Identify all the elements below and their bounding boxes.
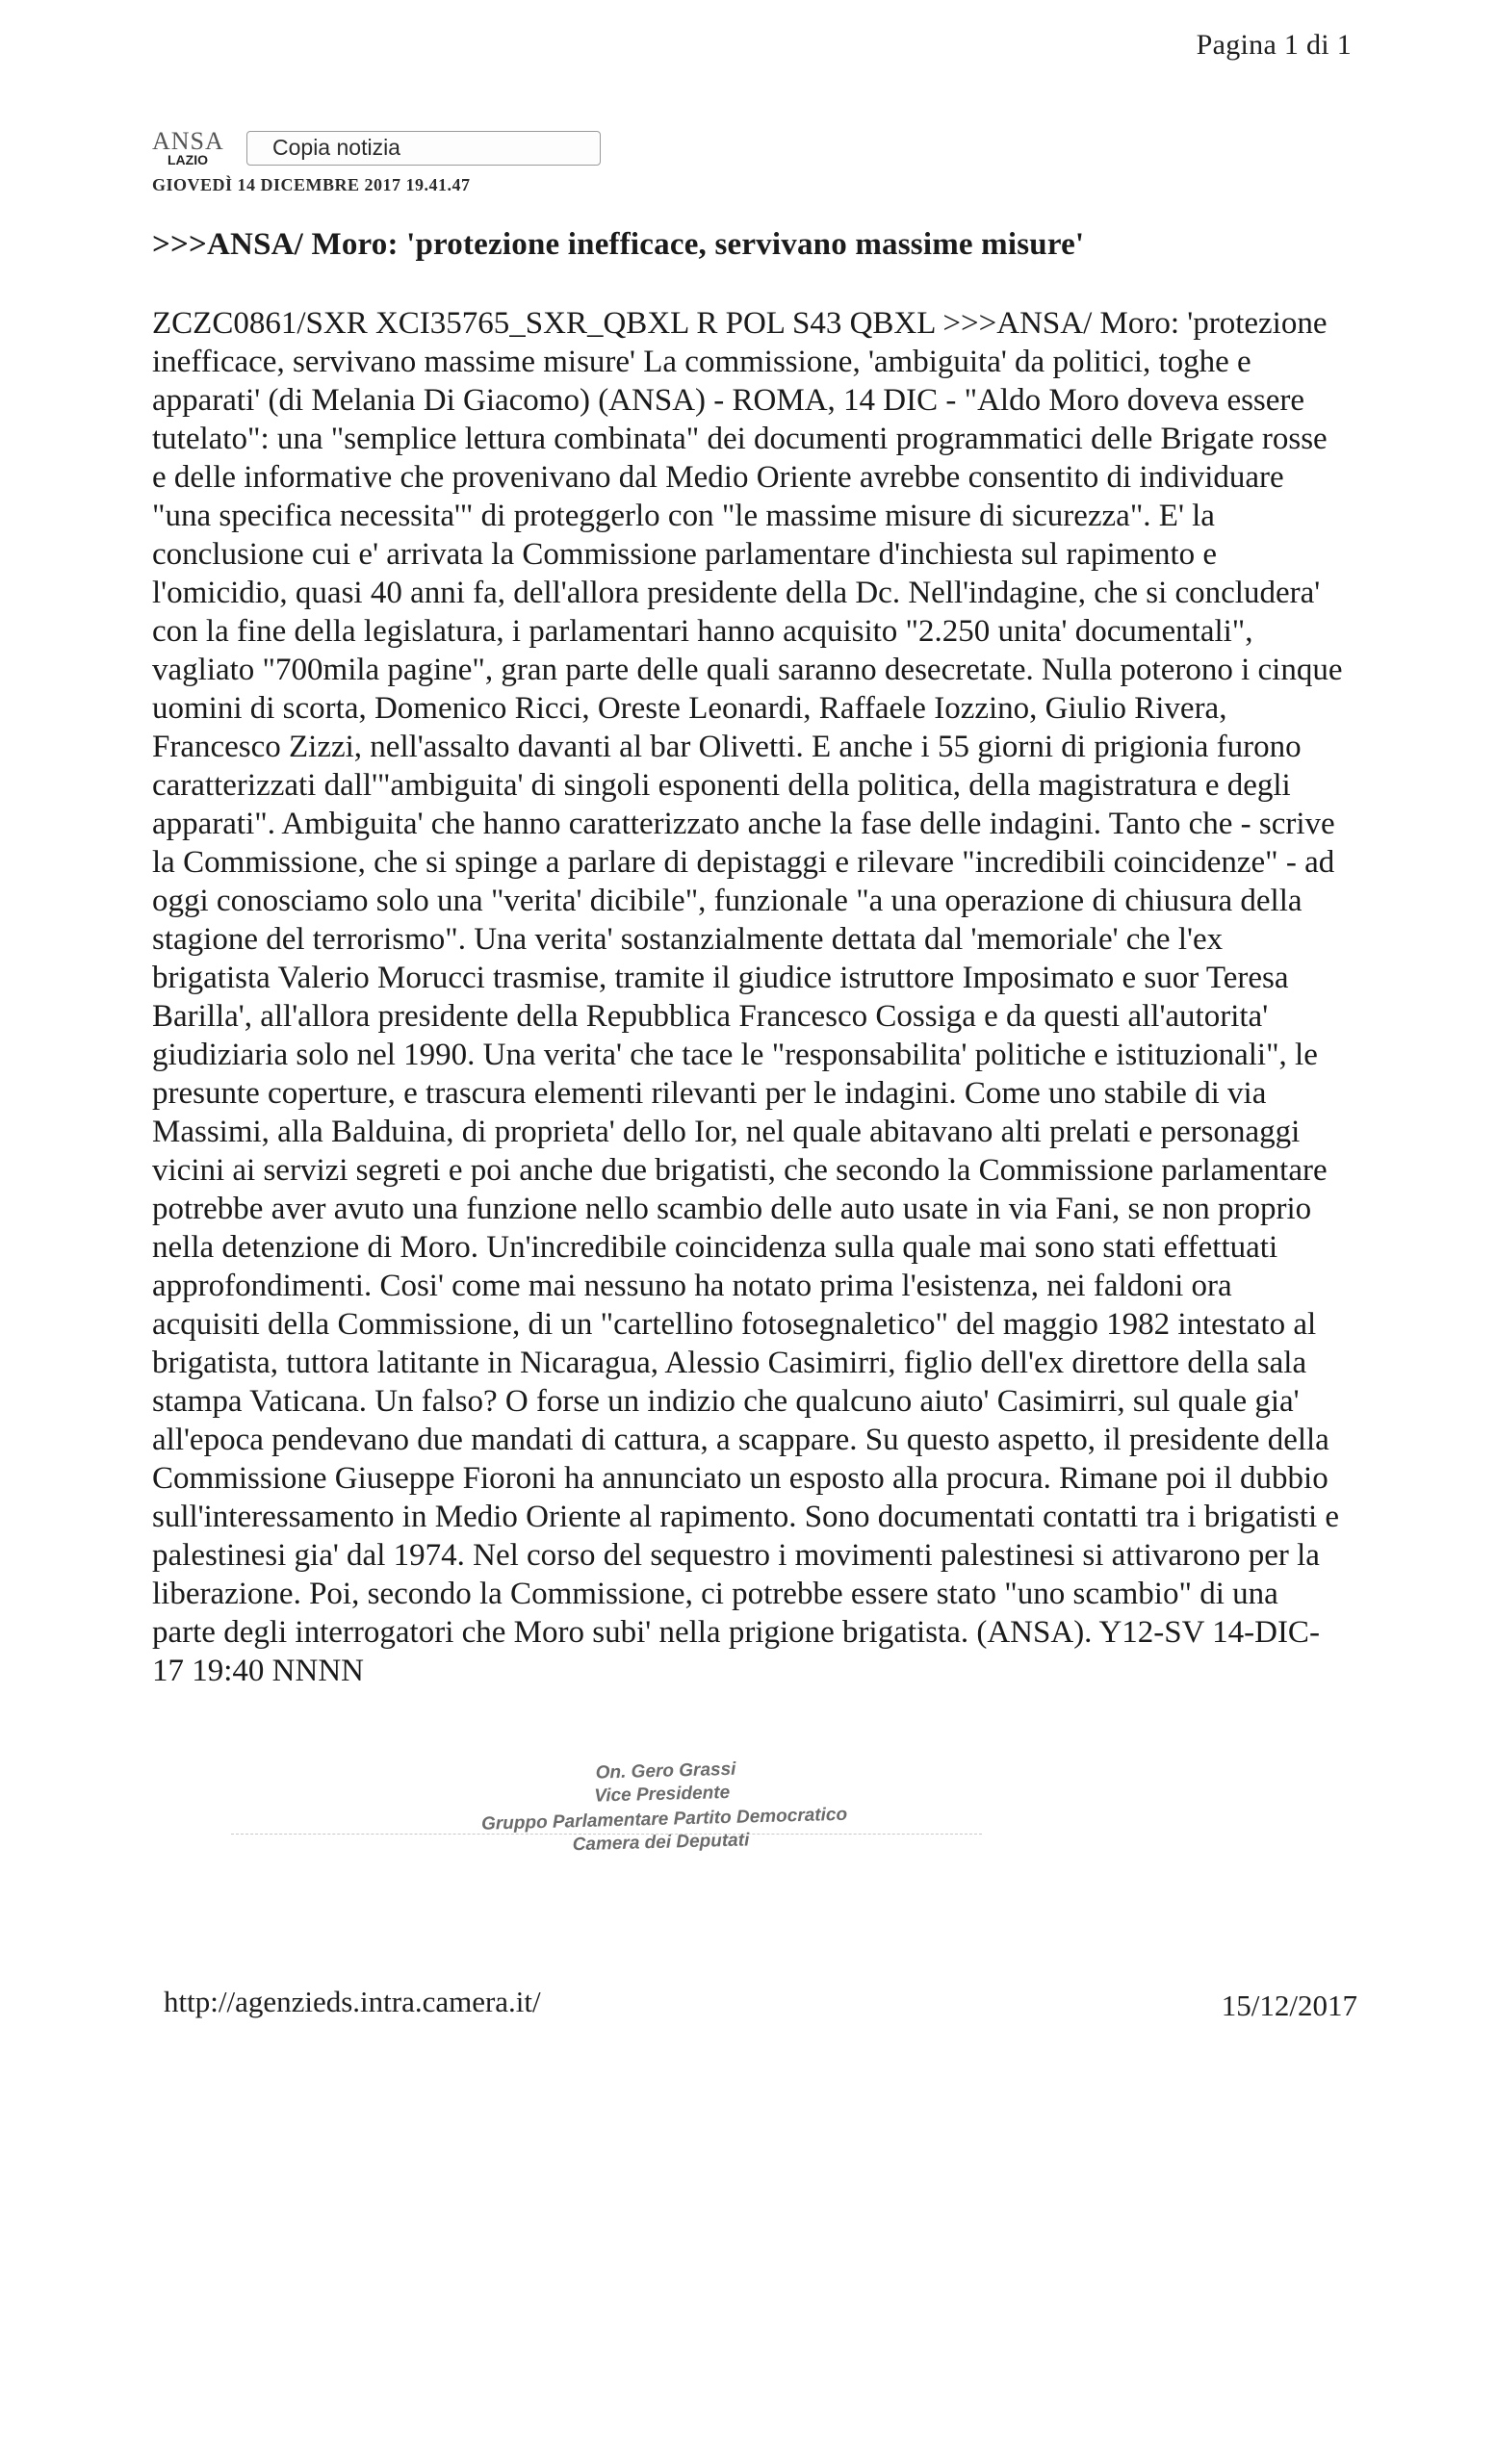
stamp-name: On. Gero Grassi — [595, 1758, 736, 1784]
stamp-role: Vice Presidente — [594, 1782, 731, 1807]
ansa-logo-region: LAZIO — [168, 152, 208, 167]
news-body: ZCZC0861/SXR XCI35765_SXR_QBXL R POL S43 QBXL >>>ANSA/ Moro: 'protezione inefficace, servivano massime misure' La commissione, 'ambiguita' da politici, toghe e apparati' (di Melania Di Giacomo) (ANSA) - ROMA, 14 DIC - "Aldo Moro doveva essere tutelato": una "semplice lettura combinata" dei documenti programmatici delle Brigate rosse e delle informative che provenivano dal Medio Oriente avrebbe consentito di individuare "una specifica necessita'" di proteggerlo con "le massime misure di sicurezza". E' la conclusione cui e' arrivata la Commissione parlamentare d'inchiesta sul rapimento e l'omicidio, quasi 40 anni fa, dell'allora presidente della Dc. Nell'indagine, che si concludera' con la fine della legislatura, i parlamentari hanno acquisito "2.250 unita' documentali", vagliato "700mila pagine", gran parte delle quali saranno desecretate. Nulla poterono i cinque uomini di scorta, Domenico Ricci, Oreste Leonardi, Raffaele Iozzino, Giulio Rivera, Francesco Zizzi, nell'assalto davanti al bar Olivetti. E anche i 55 giorni di prigionia furono caratterizzati dall'"ambiguita' di singoli esponenti della politica, della magistratura e degli apparati". Ambiguita' che hanno caratterizzato anche la fase delle indagini. Tanto che - scrive la Commissione, che si spinge a parlare di depistaggi e rilevare "incredibili coincidenze" - ad oggi conosciamo solo una "verita' dicibile", funzionale "a una operazione di chiusura della stagione del terrorismo". Una verita' sostanzialmente dettata dal 'memoriale' che l'ex brigatista Valerio Morucci trasmise, tramite il giudice istruttore Imposimato e suor Teresa Barilla', all'allora presidente della Repubblica Francesco Cossiga e da questi all'autorita' giudiziaria solo nel 1990. Una verita' che tace le "responsabilita' politiche e istituzionali", le presunte coperture, e trascura elementi rilevanti per le indagini. Come uno stabile di via Massimi, alla Balduina, di proprieta' dello Ior, nel quale abitavano alti prelati e personaggi vicini ai servizi segreti e poi anche due brigatisti, che secondo la Commissione parlamentare potrebbe aver avuto una funzione nello scambio delle auto usate in via Fani, se non proprio nella detenzione di Moro. Un'incredibile coincidenza sulla quale mai sono stati effettuati approfondimenti. Cosi' come mai nessuno ha notato prima l'esistenza, nei faldoni ora acquisiti della Commissione, di un "cartellino fotosegnaletico" del maggio 1982 intestato al brigatista, tuttora latitante in Nicaragua, Alessio Casimirri, figlio dell'ex direttore della sala stampa Vaticana. Un falso? O forse un indizio che qualcuno aiuto' Casimirri, sul quale gia' all'epoca pendevano due mandati di cattura, a scappare. Su questo aspetto, il presidente della Commissione Giuseppe Fioroni ha annunciato un esposto alla procura. Rimane poi il dubbio sull'interessamento in Medio Oriente al rapimento. Sono documentati contatti tra i brigatisti e palestinesi gia' dal 1974. Nel corso del sequestro i movimenti palestinesi si attivarono per la liberazione. Poi, secondo la Commissione, ci potrebbe essere stato "uno scambio" di una parte degli interrogatori che Moro subi' nella prigione brigatista. (ANSA). Y12-SV 14-DIC-17 19:40 NNNN — [152, 306, 1343, 1688]
ansa-logo-text: ANSA — [152, 127, 224, 155]
ansa-logo — [152, 125, 248, 173]
news-article — [152, 304, 1346, 1690]
copy-news-button[interactable]: Copia notizia — [246, 131, 601, 166]
footer-date: 15/12/2017 — [1221, 1989, 1357, 2022]
footer-url: http://agenzieds.intra.camera.it/ — [164, 1985, 541, 2018]
signature-stamp — [365, 1754, 945, 1885]
stamp-group: Gruppo Parlamentare Partito Democratico — [480, 1804, 848, 1835]
news-header — [152, 125, 471, 195]
news-headline: >>>ANSA/ Moro: 'protezione inefficace, servivano massime misure' — [152, 227, 1085, 262]
page-number: Pagina 1 di 1 — [1196, 29, 1352, 61]
stamp-chamber: Camera dei Deputati — [572, 1830, 750, 1856]
brand-row — [152, 125, 471, 173]
news-datetime: GIOVEDÌ 14 DICEMBRE 2017 19.41.47 — [152, 175, 471, 194]
